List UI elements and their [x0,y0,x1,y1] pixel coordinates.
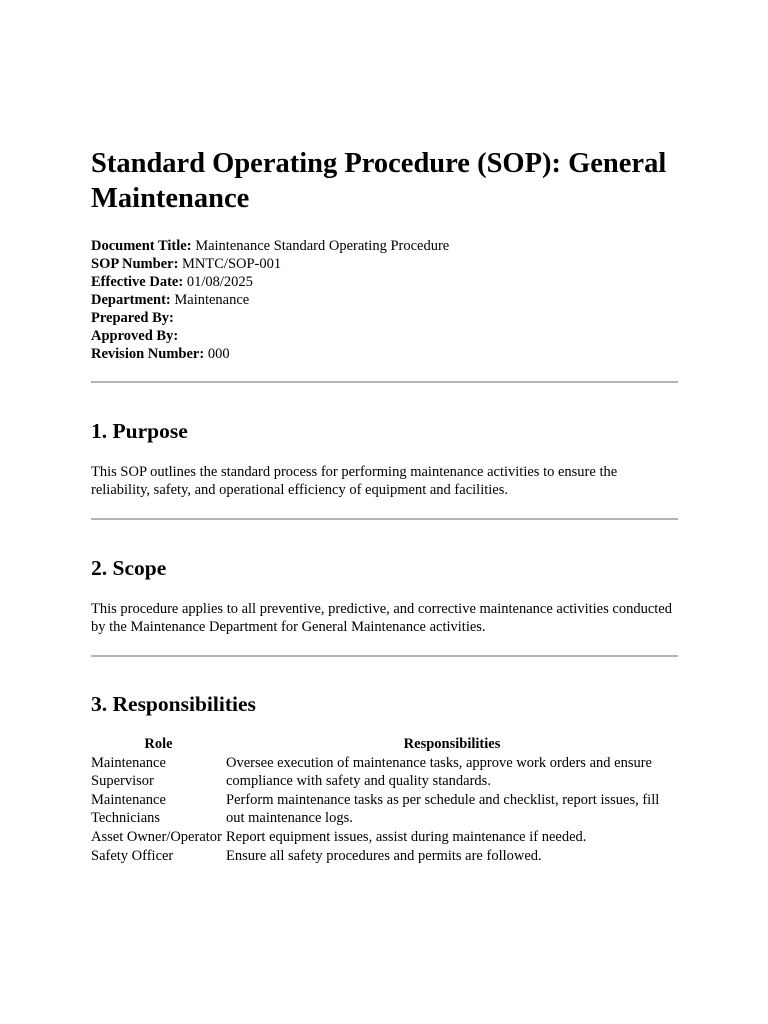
responsibility-cell: Perform maintenance tasks as per schedule and checklist, report issues, fill out maintenance logs. [226,792,660,826]
role-cell: Safety Officer [91,848,174,864]
role-cell: Asset Owner/Operator [91,829,222,845]
meta-approved-by [91,327,678,345]
table-row [91,847,678,866]
meta-sop-number [91,255,678,273]
section-divider [91,381,678,383]
table-row [91,828,678,847]
table-header-row [91,735,678,754]
document-metadata [91,237,678,363]
table-row [91,754,678,791]
section-heading: 2. Scope [91,556,167,580]
role-cell: Maintenance Supervisor [91,755,166,789]
meta-label: Effective Date: [91,274,184,290]
column-header-responsibilities: Responsibilities [403,736,501,752]
role-cell: Maintenance Technicians [91,792,166,826]
section-body: This SOP outlines the standard process for performing maintenance activities to ensure the reliability, safety, and operational efficiency of equipment and facilities. [91,464,618,498]
meta-label: Approved By: [91,328,179,344]
section-scope [91,555,678,657]
responsibility-cell: Ensure all safety procedures and permits are followed. [226,848,542,864]
meta-label: Department: [91,292,171,308]
section-heading: 1. Purpose [91,419,188,443]
meta-revision-number [91,345,678,363]
meta-document-title [91,237,678,255]
meta-value: 000 [204,346,230,362]
meta-value: Maintenance Standard Operating Procedure [191,238,450,254]
table-row [91,791,678,828]
section-body: This procedure applies to all preventive, predictive, and corrective maintenance activities conducted by the Maintenance Department for General Maintenance activities. [91,601,672,635]
document-page [91,146,678,866]
meta-prepared-by [91,309,678,327]
meta-effective-date [91,273,678,291]
meta-value: 01/08/2025 [183,274,253,290]
section-divider [91,655,678,657]
document-title: Standard Operating Procedure (SOP): General Maintenance [91,148,667,214]
column-header-role: Role [144,736,173,752]
responsibilities-table [91,735,678,866]
section-divider [91,518,678,520]
section-heading: 3. Responsibilities [91,692,256,716]
responsibility-cell: Oversee execution of maintenance tasks, approve work orders and ensure compliance with safety and quality standards. [226,755,652,789]
meta-label: Prepared By: [91,310,174,326]
meta-value: MNTC/SOP-001 [178,256,282,272]
responsibility-cell: Report equipment issues, assist during maintenance if needed. [226,829,587,845]
meta-label: Revision Number: [91,346,205,362]
meta-label: SOP Number: [91,256,179,272]
section-responsibilities [91,691,678,866]
meta-label: Document Title: [91,238,192,254]
section-purpose [91,418,678,520]
meta-value: Maintenance [170,292,250,308]
meta-department [91,291,678,309]
